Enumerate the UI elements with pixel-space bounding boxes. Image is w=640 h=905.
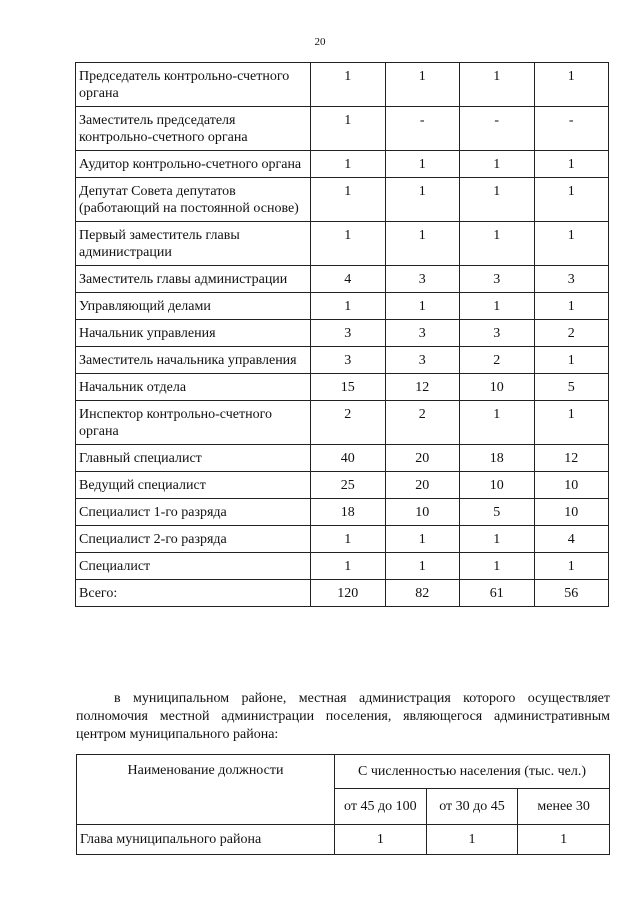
- position-name: Начальник управления: [76, 320, 311, 347]
- position-name: Заместитель председателя контрольно-счетного органа: [76, 107, 311, 151]
- staff-count-cell: 56: [534, 580, 609, 607]
- table2-header-row: [77, 755, 610, 789]
- table-row: [76, 553, 609, 580]
- staff-count-cell: 3: [385, 320, 460, 347]
- staff-count-cell: -: [385, 107, 460, 151]
- table2-row: [77, 825, 610, 855]
- staff-count-cell: 1: [311, 293, 386, 320]
- table2-subheader: менее 30: [518, 789, 610, 825]
- table-row: [76, 347, 609, 374]
- table2-row-name: Глава муниципального района: [77, 825, 335, 855]
- table-row: [76, 107, 609, 151]
- staff-count-cell: 4: [534, 526, 609, 553]
- staff-count-cell: 20: [385, 472, 460, 499]
- staff-count-cell: 12: [534, 445, 609, 472]
- table-row: [76, 178, 609, 222]
- staff-count-cell: 3: [534, 266, 609, 293]
- staff-count-cell: 10: [534, 472, 609, 499]
- table-row: [76, 499, 609, 526]
- table-row: [76, 63, 609, 107]
- position-name: Управляющий делами: [76, 293, 311, 320]
- position-name: Заместитель главы администрации: [76, 266, 311, 293]
- staff-count-cell: 1: [385, 151, 460, 178]
- staff-count-cell: 1: [460, 553, 535, 580]
- staff-count-cell: 4: [311, 266, 386, 293]
- page-number: 20: [314, 36, 326, 48]
- staff-count-cell: 1: [460, 178, 535, 222]
- position-name: Ведущий специалист: [76, 472, 311, 499]
- staff-count-cell: 1: [460, 293, 535, 320]
- staff-count-cell: 1: [534, 151, 609, 178]
- position-name: Инспектор контрольно-счетного органа: [76, 401, 311, 445]
- table2-header-group: С численностью населения (тыс. чел.): [335, 755, 610, 789]
- staff-count-cell: 1: [534, 401, 609, 445]
- staff-count-cell: 1: [534, 347, 609, 374]
- staff-count-cell: 3: [460, 266, 535, 293]
- position-name: Специалист: [76, 553, 311, 580]
- table2-header-name: Наименование должности: [77, 755, 335, 825]
- staff-count-cell: 1: [311, 178, 386, 222]
- staff-count-cell: 12: [385, 374, 460, 401]
- position-name: Главный специалист: [76, 445, 311, 472]
- table-row: [76, 526, 609, 553]
- staff-count-cell: 1: [385, 293, 460, 320]
- staff-count-cell: 1: [534, 63, 609, 107]
- staff-count-cell: 25: [311, 472, 386, 499]
- position-name: Начальник отдела: [76, 374, 311, 401]
- staff-count-cell: 1: [385, 222, 460, 266]
- staff-count-cell: 1: [460, 151, 535, 178]
- staff-count-cell: 2: [311, 401, 386, 445]
- staff-count-cell: -: [534, 107, 609, 151]
- table-row: [76, 320, 609, 347]
- staff-count-cell: 10: [460, 374, 535, 401]
- position-name: Аудитор контрольно-счетного органа: [76, 151, 311, 178]
- table-row: [76, 580, 609, 607]
- staff-count-cell: 1: [311, 222, 386, 266]
- staff-count-cell: 1: [460, 526, 535, 553]
- staff-count-cell: 15: [311, 374, 386, 401]
- staff-count-cell: -: [460, 107, 535, 151]
- table2-subheader: от 30 до 45: [426, 789, 518, 825]
- position-name: Председатель контрольно-счетного органа: [76, 63, 311, 107]
- staff-count-cell: 1: [311, 526, 386, 553]
- staff-count-cell: 1: [385, 553, 460, 580]
- table-row: [76, 401, 609, 445]
- staff-count-cell: 10: [460, 472, 535, 499]
- staff-count-cell: 10: [534, 499, 609, 526]
- table2-cell: 1: [518, 825, 610, 855]
- staff-count-cell: 1: [385, 178, 460, 222]
- staff-count-cell: 1: [385, 526, 460, 553]
- staff-count-cell: 82: [385, 580, 460, 607]
- staff-count-cell: 61: [460, 580, 535, 607]
- staff-count-cell: 1: [311, 151, 386, 178]
- position-name: Специалист 2-го разряда: [76, 526, 311, 553]
- staff-count-cell: 5: [534, 374, 609, 401]
- staffing-table-body: [76, 63, 609, 607]
- staff-count-cell: 3: [385, 347, 460, 374]
- paragraph-text: [76, 690, 610, 744]
- staff-count-cell: 1: [385, 63, 460, 107]
- table2-subheader: от 45 до 100: [335, 789, 427, 825]
- staff-count-cell: 3: [460, 320, 535, 347]
- table2-cell: 1: [426, 825, 518, 855]
- position-name: Заместитель начальника управления: [76, 347, 311, 374]
- staff-count-cell: 1: [534, 178, 609, 222]
- table-row: [76, 445, 609, 472]
- staff-count-cell: 3: [385, 266, 460, 293]
- staff-count-cell: 3: [311, 347, 386, 374]
- table-row: [76, 151, 609, 178]
- position-name: Первый заместитель главы администрации: [76, 222, 311, 266]
- district-head-table: [76, 754, 610, 855]
- staff-count-cell: 1: [460, 222, 535, 266]
- staff-count-cell: 20: [385, 445, 460, 472]
- staff-count-cell: 3: [311, 320, 386, 347]
- staffing-table: [75, 62, 609, 607]
- staff-count-cell: 2: [460, 347, 535, 374]
- table-row: [76, 266, 609, 293]
- staff-count-cell: 1: [311, 553, 386, 580]
- staff-count-cell: 1: [311, 63, 386, 107]
- staff-count-cell: 2: [385, 401, 460, 445]
- staff-count-cell: 1: [534, 293, 609, 320]
- staff-count-cell: 1: [534, 222, 609, 266]
- staff-count-cell: 1: [534, 553, 609, 580]
- staff-count-cell: 1: [460, 63, 535, 107]
- position-name: Всего:: [76, 580, 311, 607]
- table2-cell: 1: [335, 825, 427, 855]
- staff-count-cell: 18: [311, 499, 386, 526]
- staff-count-cell: 120: [311, 580, 386, 607]
- table-row: [76, 293, 609, 320]
- staff-count-cell: 10: [385, 499, 460, 526]
- staff-count-cell: 1: [311, 107, 386, 151]
- position-name: Специалист 1-го разряда: [76, 499, 311, 526]
- table-row: [76, 222, 609, 266]
- table-row: [76, 472, 609, 499]
- staff-count-cell: 2: [534, 320, 609, 347]
- table-row: [76, 374, 609, 401]
- staff-count-cell: 18: [460, 445, 535, 472]
- paragraph-body: в муниципальном районе, местная администрация которого осуществляет полномочия местной администрации поселения, являющегося административным центром муниципального района:: [76, 691, 610, 742]
- staff-count-cell: 40: [311, 445, 386, 472]
- position-name: Депутат Совета депутатов (работающий на постоянной основе): [76, 178, 311, 222]
- staff-count-cell: 5: [460, 499, 535, 526]
- staff-count-cell: 1: [460, 401, 535, 445]
